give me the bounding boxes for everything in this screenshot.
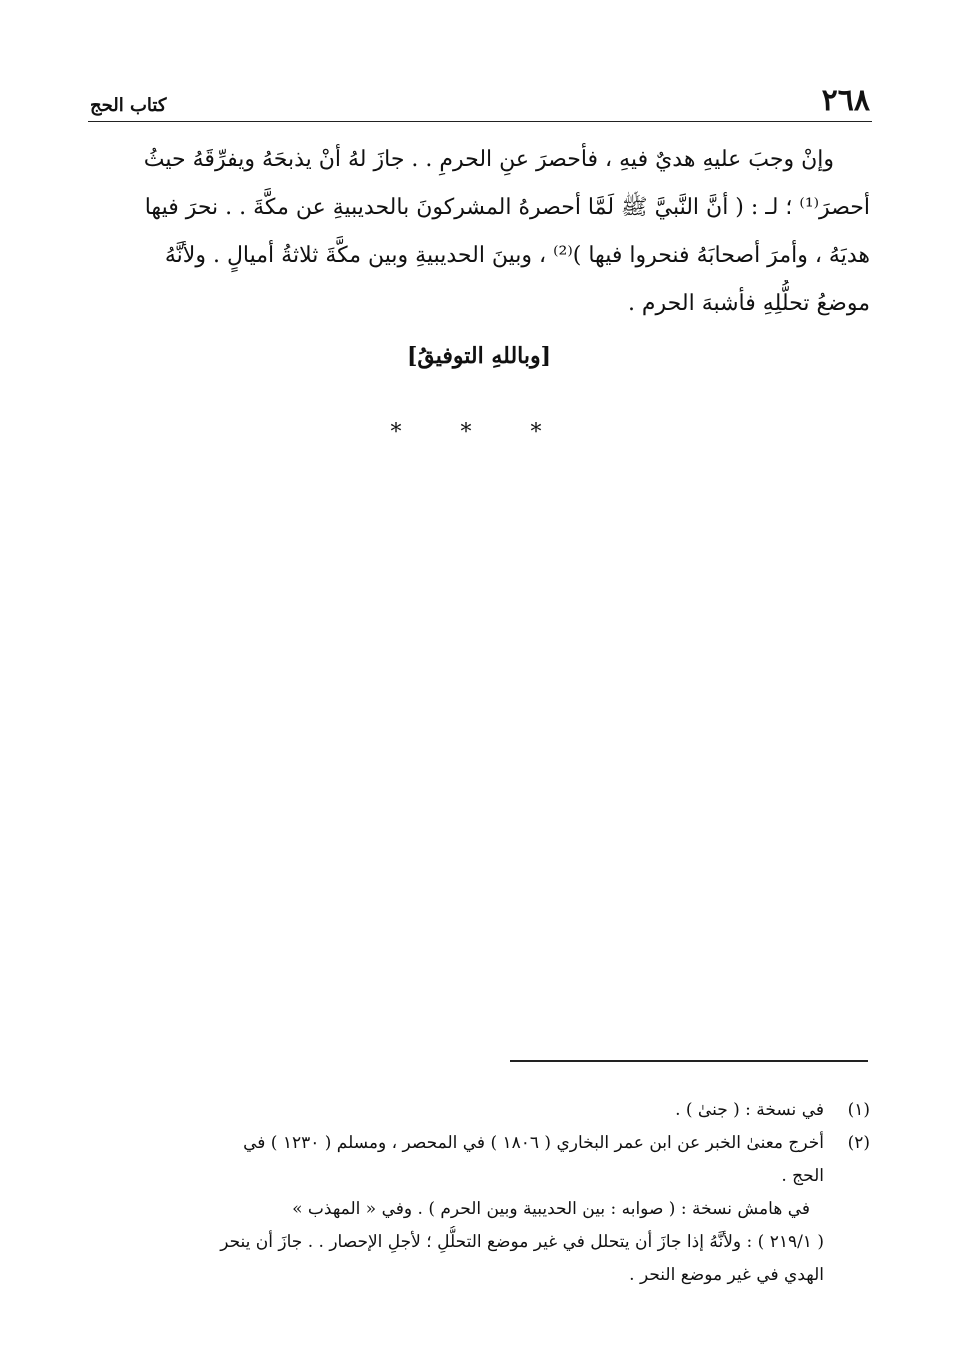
page-number: ٢٦٨ bbox=[821, 83, 870, 118]
section-ornament: * * * bbox=[390, 420, 568, 445]
text-line-2: أحصرَ⁽¹⁾ ؛ لـ : ( أنَّ النَّبيَّ ﷺ لَمَّا أحصرهُ المشركونَ بالحديبيةِ عن مكَّةَ . . نحرَ فيها bbox=[144, 195, 870, 220]
footnote-2 bbox=[90, 1127, 870, 1292]
page-header bbox=[90, 80, 870, 118]
footnote-line: أخرج معنىٰ الخبر عن ابن عمر البخاري ( ١٨٠٦ ) في المحصر ، ومسلم ( ١٢٣٠ ) في bbox=[243, 1133, 824, 1153]
text-line-1: وإنْ وجبَ عليهِ هديٌ فيهِ ، فأحصرَ عنِ الحرمِ . . جازَ لهُ أنْ يذبحَهُ ويفرِّقَهُ حيثُ bbox=[143, 147, 834, 172]
footnote-line: ( ٢١٩/١ ) : ولأنَّهُ إذا جازَ أن يتحلل في غير موضع التحلُّلِ ؛ لأجلِ الإحصار . . جازَ أن ينحر bbox=[220, 1232, 824, 1252]
footnote-line: الهدي في غير موضع النحر . bbox=[629, 1265, 824, 1285]
footnote-number: (٢) bbox=[847, 1133, 870, 1153]
footnote-line: الحج . bbox=[781, 1166, 824, 1186]
footnote-1 bbox=[90, 1094, 870, 1127]
footnote-line: في هامش نسخة : ( صوابه : بين الحديبية وبين الحرم ) . وفي « المهذب » bbox=[292, 1199, 810, 1219]
footnotes bbox=[90, 1094, 870, 1292]
text-line-3: هديَهُ ، وأمرَ أصحابَهُ فنحروا فيها )⁽²⁾ ، وبينَ الحديبيةِ وبين مكَّةَ ثلاثةُ أميالٍ . ولأنَّهُ bbox=[164, 243, 870, 268]
main-text bbox=[88, 136, 870, 328]
footnote-line: في نسخة : ( جنىٰ ) . bbox=[675, 1100, 824, 1120]
footnote-text bbox=[90, 1127, 824, 1292]
footnote-separator bbox=[510, 1060, 868, 1062]
footnote-text bbox=[90, 1094, 824, 1127]
footnote-number: (١) bbox=[847, 1100, 870, 1120]
running-title: كتاب الحج bbox=[90, 95, 167, 116]
text-line-4: موضعُ تحلُّلِهِ فأشبهَ الحرم . bbox=[627, 291, 870, 316]
closing-phrase: [وباللهِ التوفيقُ] bbox=[406, 343, 552, 369]
header-rule bbox=[88, 121, 872, 122]
